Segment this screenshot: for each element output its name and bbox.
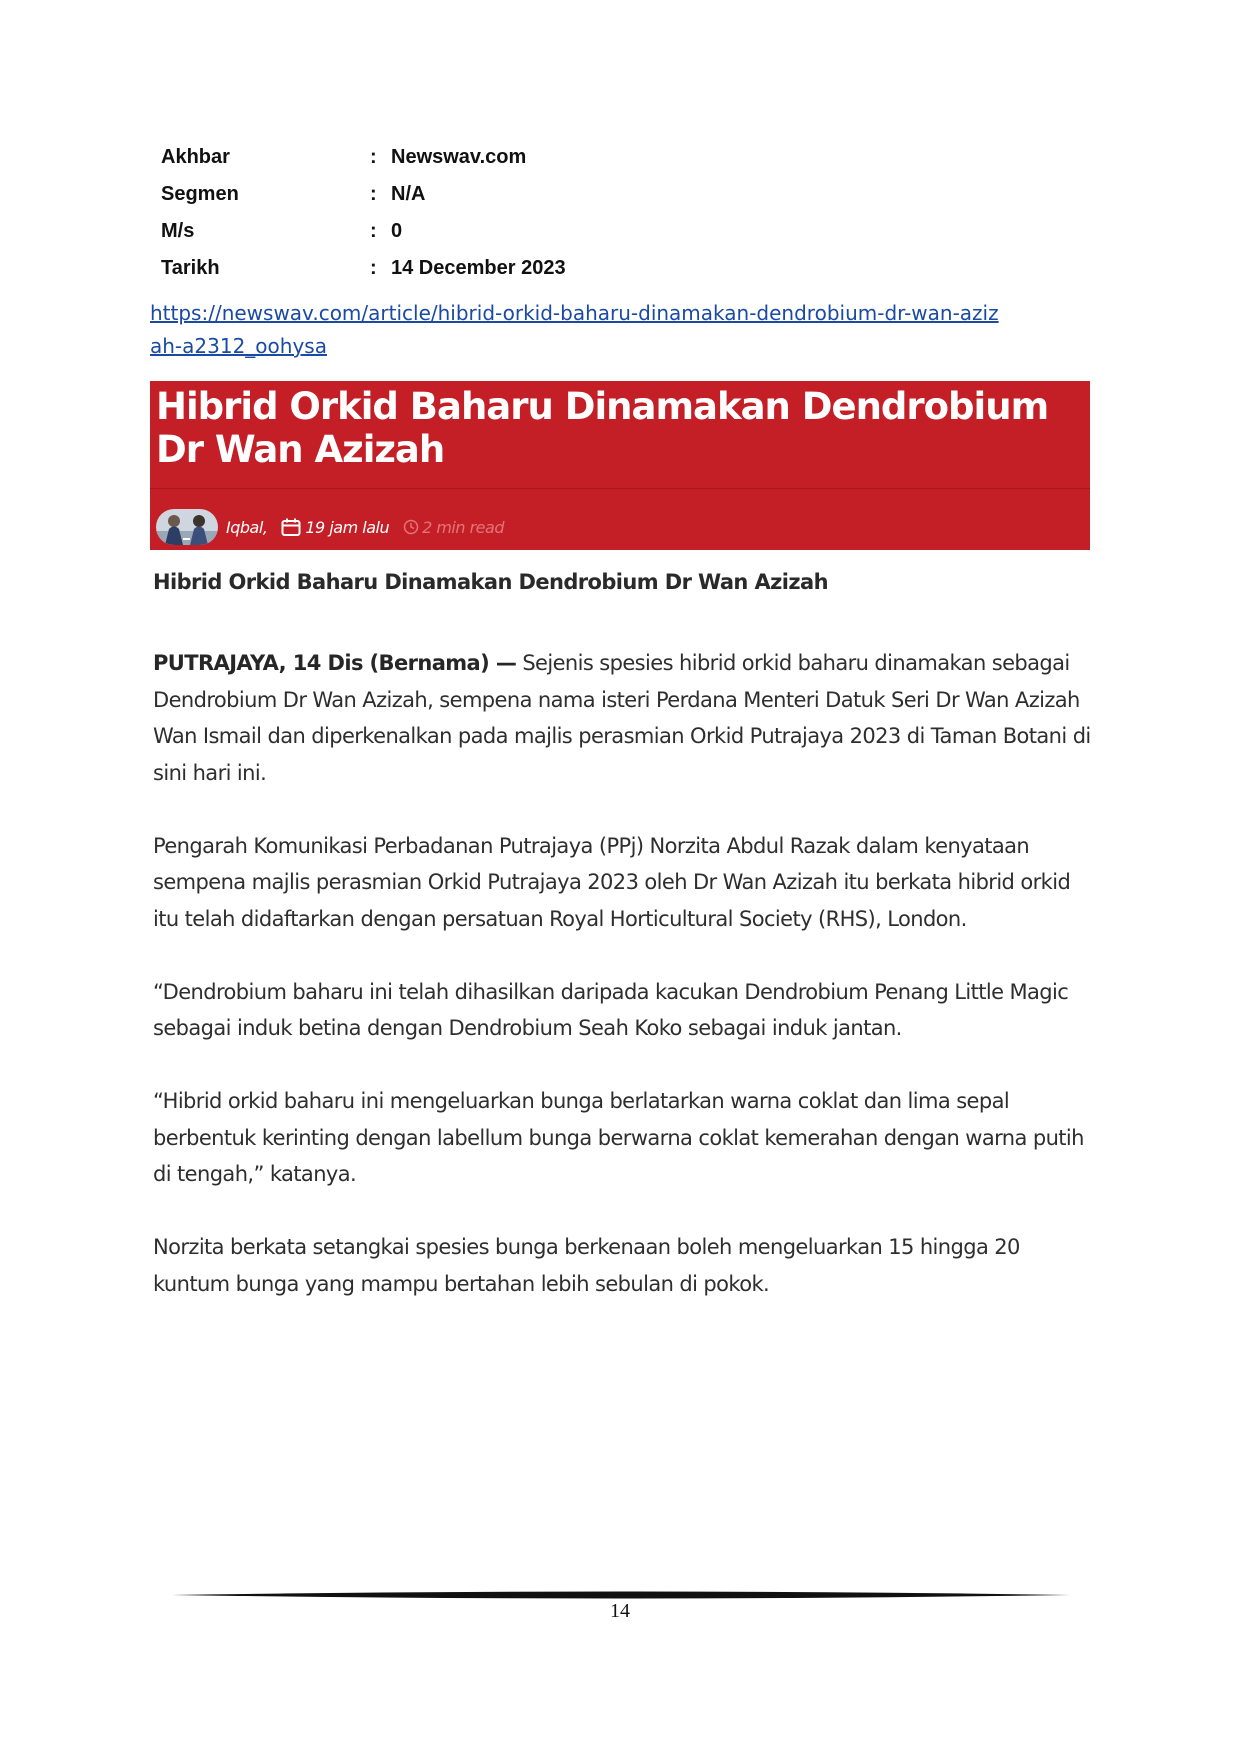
headline-title: Hibrid Orkid Baharu Dinamakan Dendrobium Dr Wan Azizah	[156, 385, 1049, 471]
page-number: 14	[610, 1600, 630, 1622]
meta-value-segment: N/A	[391, 183, 426, 205]
meta-colon: :	[370, 257, 377, 279]
article-heading: Hibrid Orkid Baharu Dinamakan Dendrobium Dr Wan Azizah	[153, 570, 828, 594]
meta-value-publication: Newswav.com	[391, 146, 527, 168]
byline	[156, 509, 504, 545]
paragraph-text: Sejenis spesies hibrid orkid baharu dinamakan sebagai Dendrobium Dr Wan Azizah, sempena nama isteri Perdana Menteri Datuk Seri Dr Wan Azizah Wan Ismail dan diperkenalkan pada majlis perasmian Orkid Putrajaya 2023 di Taman Botani di sini hari ini.	[153, 651, 1091, 785]
meta-colon: :	[370, 220, 377, 242]
meta-value-page: 0	[391, 220, 403, 242]
article-dateline: PUTRAJAYA, 14 Dis (Bernama) —	[153, 651, 517, 675]
article-paragraph: Norzita berkata setangkai spesies bunga berkenaan boleh mengeluarkan 15 hingga 20 kuntum bunga yang mampu bertahan lebih sebulan di pokok.	[153, 1235, 1020, 1296]
article-paragraph: “Dendrobium baharu ini telah dihasilkan daripada kacukan Dendrobium Penang Little Magic sebagai induk betina dengan Dendrobium Seah Koko sebagai induk jantan.	[153, 979, 1069, 1040]
meta-row-akhbar	[161, 146, 566, 183]
byline-time: 19 jam lalu	[305, 517, 390, 537]
headline-divider	[150, 488, 1090, 489]
meta-row-page	[161, 220, 566, 257]
source-url-link[interactable]: https://newswav.com/article/hibrid-orkid-baharu-dinamakan-dendrobium-dr-wan-azizah-a2312_oohysa	[150, 301, 999, 358]
article-paragraph: Pengarah Komunikasi Perbadanan Putrajaya (PPj) Norzita Abdul Razak dalam kenyataan sempena majlis perasmian Orkid Putrajaya 2023 oleh Dr Wan Azizah itu berkata hibrid orkid itu telah didaftarkan dengan persatuan Royal Horticultural Society (RHS), London.	[153, 833, 1071, 931]
meta-value-date: 14 December 2023	[391, 257, 566, 279]
meta-label: Akhbar	[161, 146, 230, 168]
byline-read-time: 2 min read	[422, 517, 504, 537]
meta-colon: :	[370, 146, 377, 168]
calendar-icon	[281, 518, 301, 536]
article-paragraph	[153, 645, 1095, 791]
meta-label: Tarikh	[161, 257, 220, 279]
meta-label: Segmen	[161, 183, 239, 205]
article-headline-card	[150, 381, 1090, 550]
meta-row-tarikh	[161, 257, 566, 294]
byline-author[interactable]: Iqbal,	[226, 517, 268, 537]
clock-icon	[403, 519, 419, 535]
author-avatar	[156, 509, 218, 545]
footer-rule	[172, 1587, 1070, 1597]
meta-row-segmen	[161, 183, 566, 220]
article-body	[153, 645, 1095, 1339]
article-paragraph: “Hibrid orkid baharu ini mengeluarkan bunga berlatarkan warna coklat dan lima sepal berbentuk kerinting dengan labellum bunga berwarna coklat kemerahan dengan warna putih di tengah,” katanya.	[153, 1089, 1084, 1186]
meta-colon: :	[370, 183, 377, 205]
metadata-table	[161, 146, 566, 294]
meta-label: M/s	[161, 220, 195, 242]
